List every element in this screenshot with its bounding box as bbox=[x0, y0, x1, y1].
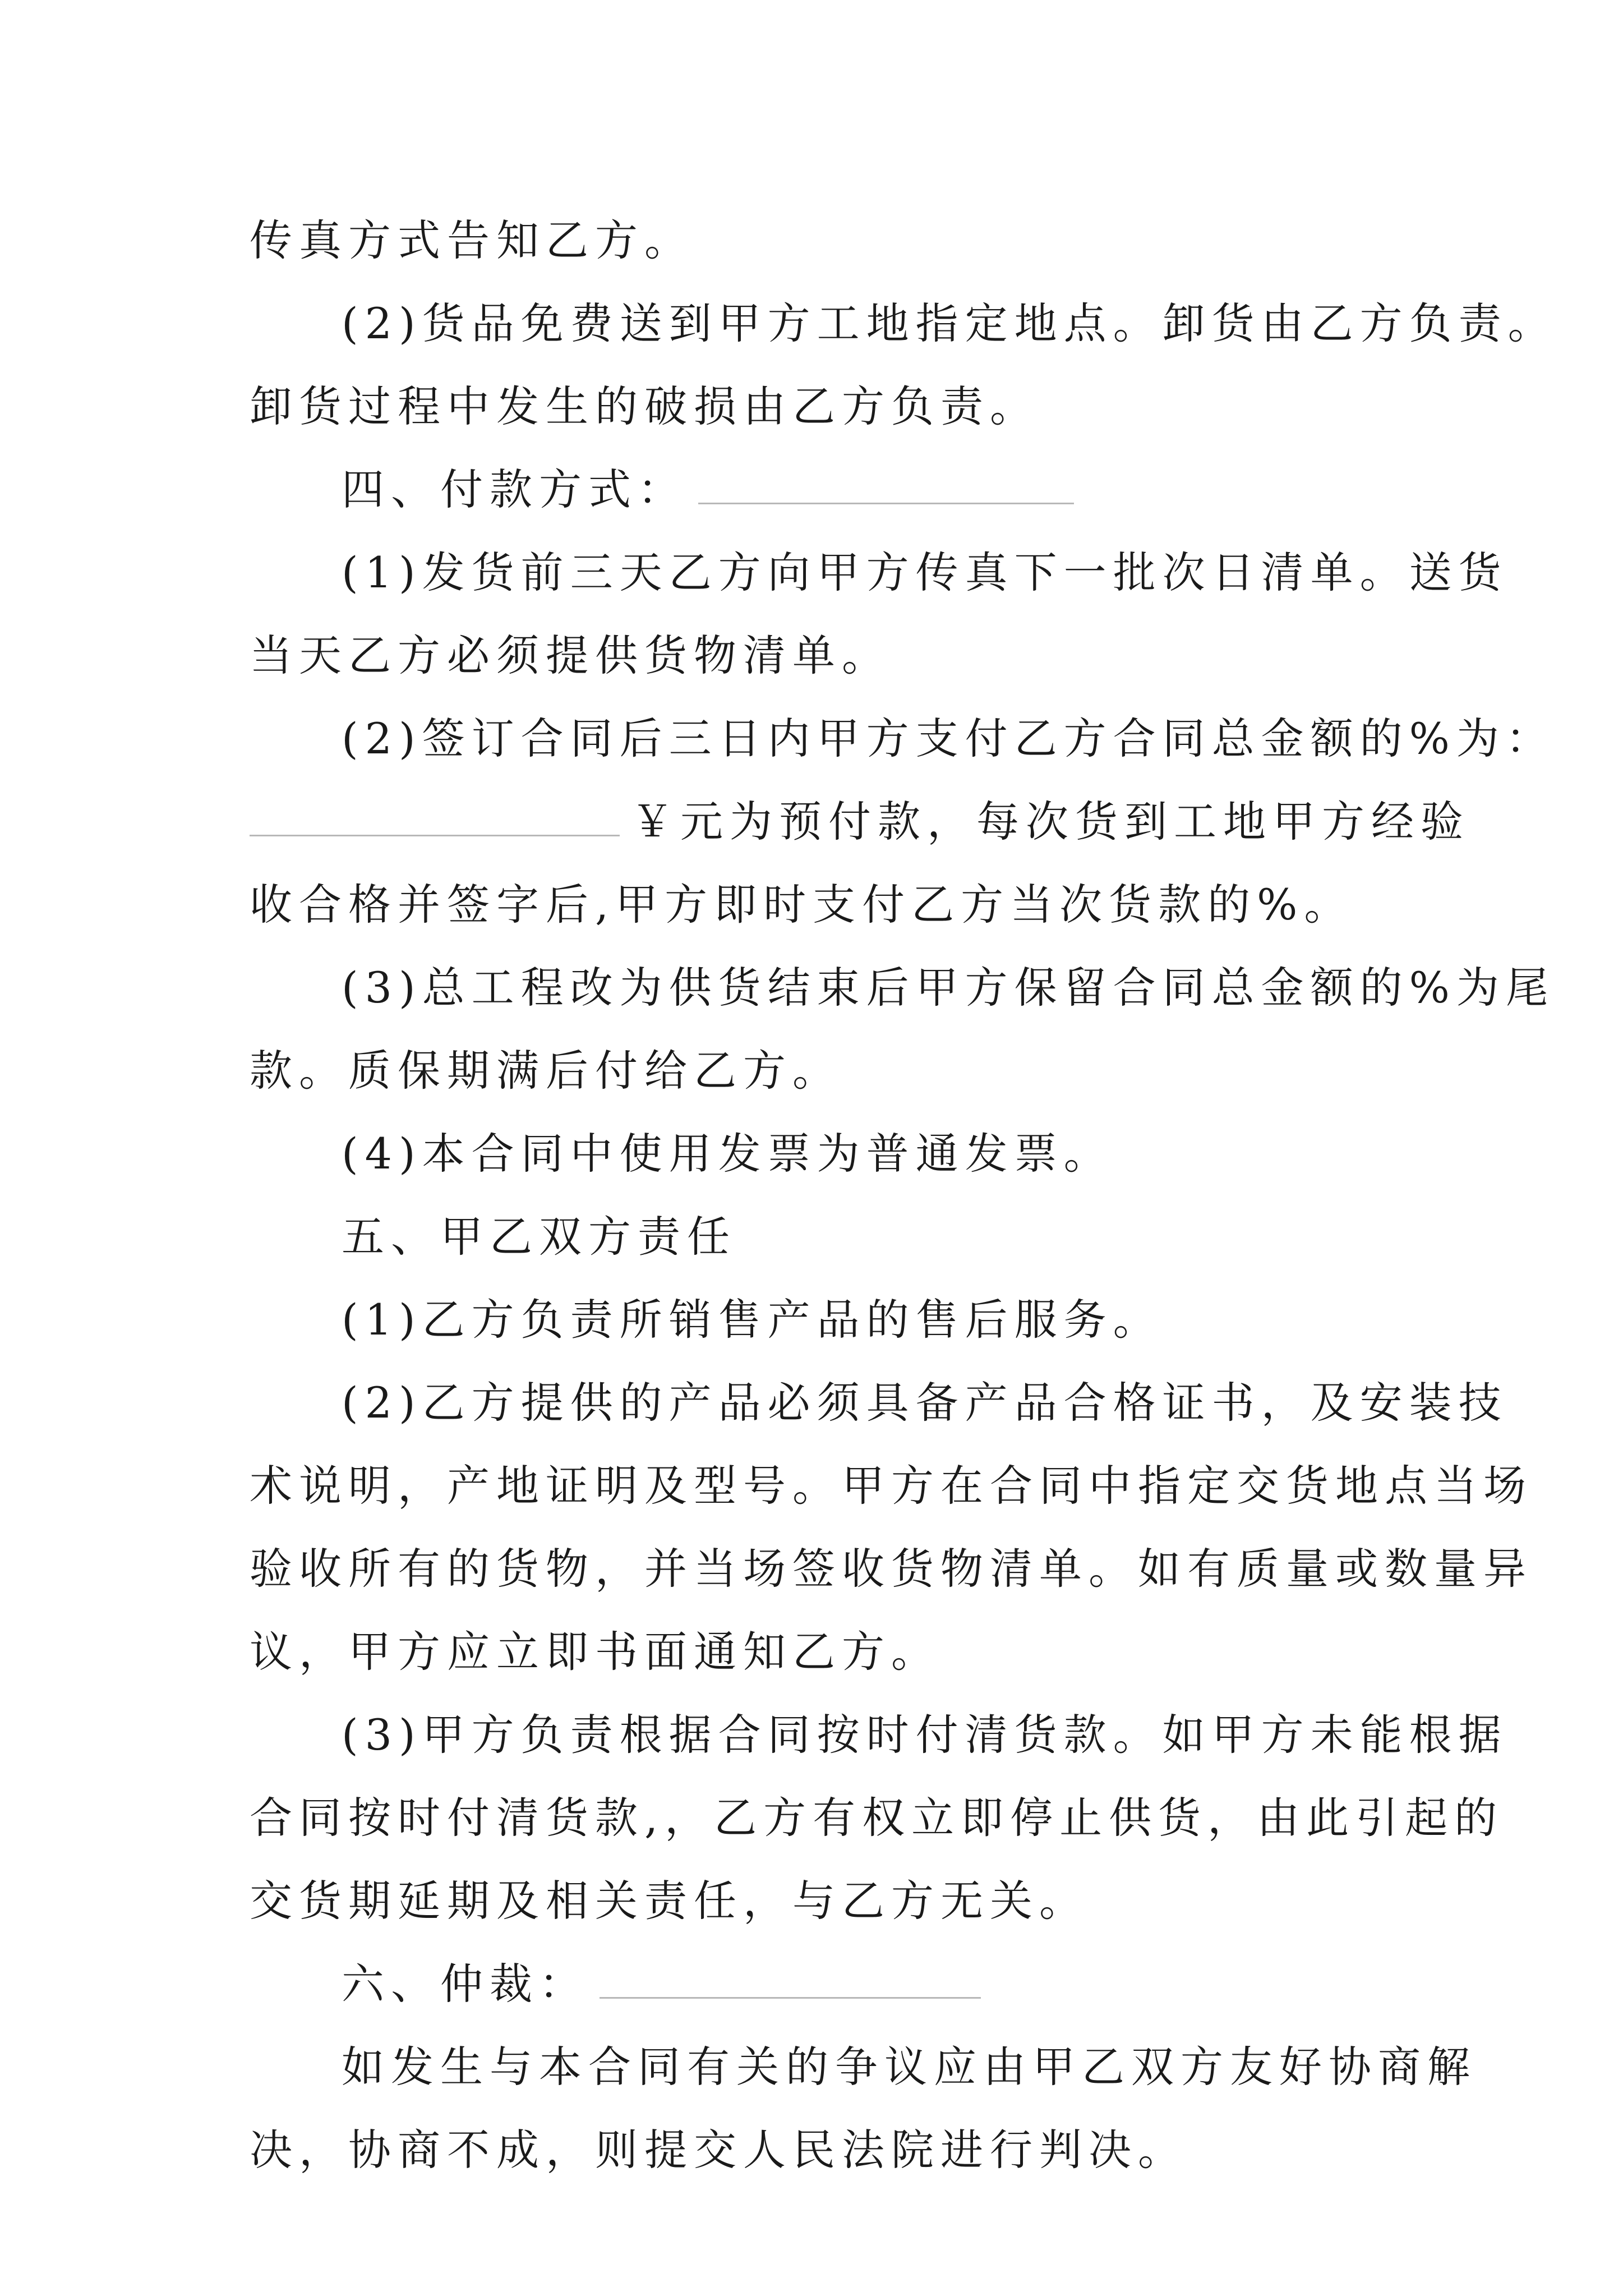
text-line: (1)发货前三天乙方向甲方传真下一批次日清单。送货 bbox=[342, 547, 1508, 597]
text-line: 决，协商不成，则提交人民法院进行判决。 bbox=[250, 2125, 1187, 2175]
text-line: (1)乙方负责所销售产品的售后服务。 bbox=[342, 1295, 1163, 1345]
prepayment-text: ￥元为预付款，每次货到工地甲方经验 bbox=[631, 797, 1470, 846]
text-line: (3)总工程改为供货结束后甲方保留合同总金额的%为尾 bbox=[342, 963, 1555, 1013]
text-line: 术说明，产地证明及型号。甲方在合同中指定交货地点当场 bbox=[250, 1461, 1533, 1511]
text-line: (4)本合同中使用发票为普通发票。 bbox=[342, 1129, 1113, 1179]
text-line: 收合格并签字后,甲方即时支付乙方当次货款的%。 bbox=[250, 880, 1354, 930]
fill-in-blank[interactable] bbox=[698, 458, 1074, 504]
text-line: 卸货过程中发生的破损由乙方负责。 bbox=[250, 381, 1039, 431]
text-line: 如发生与本合同有关的争议应由甲乙双方友好协商解 bbox=[342, 2042, 1477, 2092]
section-heading-responsibilities: 五、甲乙双方责任 bbox=[342, 1212, 736, 1262]
text-line: 议，甲方应立即书面通知乙方。 bbox=[250, 1627, 940, 1677]
text-line: (2)货品免费送到甲方工地指定地点。卸货由乙方负责。 bbox=[342, 298, 1557, 348]
text-line: (2)乙方提供的产品必须具备产品合格证书，及安装技 bbox=[342, 1378, 1508, 1428]
text-line: 合同按时付清货款,，乙方有权立即停止供货，由此引起的 bbox=[250, 1793, 1504, 1843]
text-line: (3)甲方负责根据合同按时付清货款。如甲方未能根据 bbox=[342, 1710, 1508, 1760]
text-line: 传真方式告知乙方。 bbox=[250, 215, 694, 265]
text-line: 验收所有的货物，并当场签收货物清单。如有质量或数量异 bbox=[250, 1544, 1533, 1594]
text-line: (2)签订合同后三日内甲方支付乙方合同总金额的%为： bbox=[342, 714, 1555, 763]
section-heading-arbitration bbox=[250, 1943, 1394, 2026]
text-line: 当天乙方必须提供货物清单。 bbox=[250, 631, 891, 680]
section-heading-label: 四、付款方式： bbox=[342, 464, 687, 514]
section-heading-payment bbox=[250, 448, 1394, 531]
fill-in-blank[interactable] bbox=[250, 790, 620, 836]
text-line: 款。质保期满后付给乙方。 bbox=[250, 1046, 842, 1096]
prepayment-line bbox=[250, 780, 1470, 863]
section-heading-label: 六、仲裁： bbox=[342, 1959, 588, 2009]
fill-in-blank[interactable] bbox=[600, 1952, 981, 1999]
text-line: 交货期延期及相关责任，与乙方无关。 bbox=[250, 1876, 1089, 1926]
document-body bbox=[250, 199, 1557, 2192]
